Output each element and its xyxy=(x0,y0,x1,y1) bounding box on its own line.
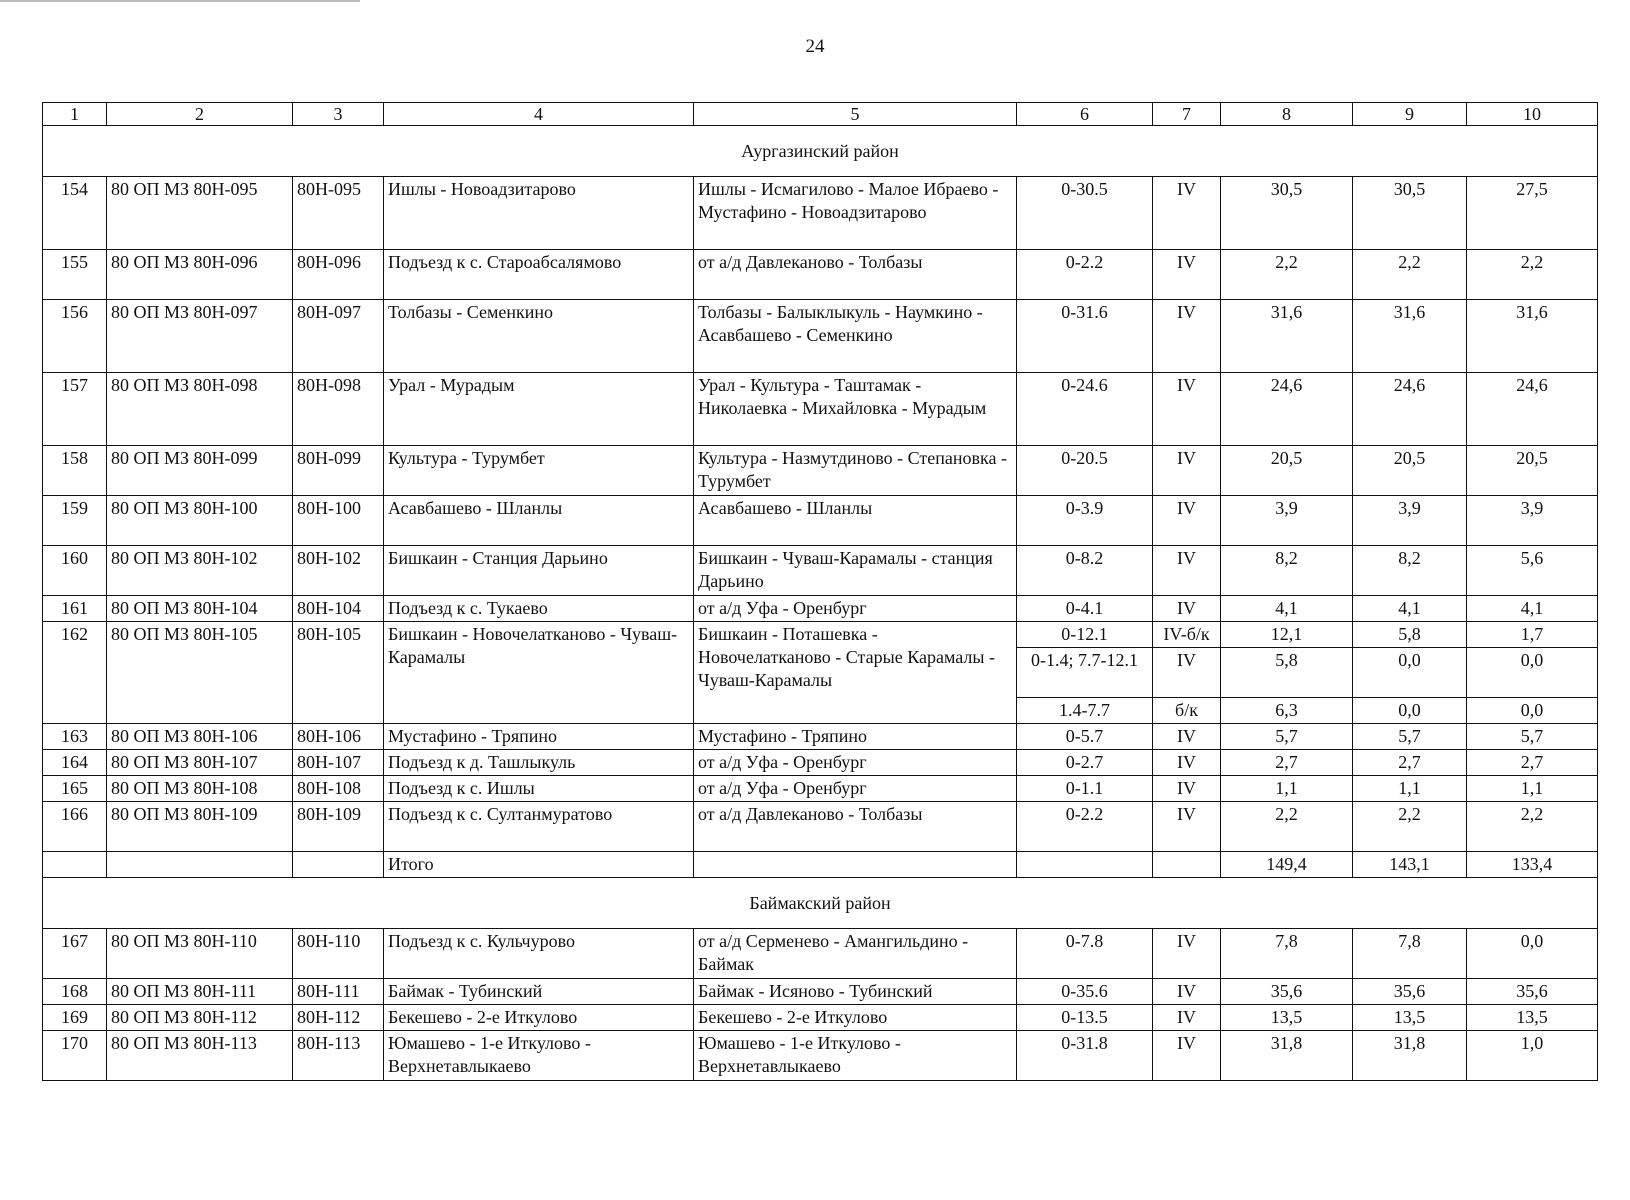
length-col-8: 1,1 xyxy=(1221,776,1353,802)
road-short-code: 80Н-097 xyxy=(293,300,384,373)
road-code: 80 ОП МЗ 80Н-097 xyxy=(107,300,293,373)
total-col-9: 143,1 xyxy=(1353,852,1467,878)
road-route: от а/д Давлеканово - Толбазы xyxy=(694,802,1017,852)
road-short-code: 80Н-095 xyxy=(293,177,384,250)
road-code: 80 ОП МЗ 80Н-107 xyxy=(107,750,293,776)
road-code: 80 ОП МЗ 80Н-096 xyxy=(107,250,293,300)
road-name: Баймак - Тубинский xyxy=(384,979,694,1005)
length-col-9: 0,0 xyxy=(1353,648,1467,698)
road-category: IV xyxy=(1153,802,1221,852)
empty-cell xyxy=(1153,852,1221,878)
length-col-8: 2,7 xyxy=(1221,750,1353,776)
road-code: 80 ОП МЗ 80Н-113 xyxy=(107,1031,293,1081)
road-km-range: 0-12.1 xyxy=(1017,622,1153,648)
column-number-row xyxy=(43,103,1598,126)
row-number: 160 xyxy=(43,546,107,596)
road-code: 80 ОП МЗ 80Н-111 xyxy=(107,979,293,1005)
length-col-10: 1,0 xyxy=(1467,1031,1598,1081)
length-col-9: 4,1 xyxy=(1353,596,1467,622)
length-col-10: 24,6 xyxy=(1467,373,1598,446)
road-name: Бишкаин - Станция Дарьино xyxy=(384,546,694,596)
road-code: 80 ОП МЗ 80Н-098 xyxy=(107,373,293,446)
road-name: Подъезд к с. Тукаево xyxy=(384,596,694,622)
length-col-10: 1,7 xyxy=(1467,622,1598,648)
road-route: Культура - Назмутдиново - Степановка - Турумбет xyxy=(694,446,1017,496)
row-number: 158 xyxy=(43,446,107,496)
table-row xyxy=(43,177,1598,250)
length-col-8: 31,6 xyxy=(1221,300,1353,373)
road-code: 80 ОП МЗ 80Н-102 xyxy=(107,546,293,596)
road-name: Подъезд к с. Ишлы xyxy=(384,776,694,802)
length-col-10: 20,5 xyxy=(1467,446,1598,496)
table-row xyxy=(43,373,1598,446)
row-number: 169 xyxy=(43,1005,107,1031)
empty-cell xyxy=(1017,852,1153,878)
road-category: б/к xyxy=(1153,698,1221,724)
table-row xyxy=(43,750,1598,776)
row-number: 168 xyxy=(43,979,107,1005)
road-route: Бекешево - 2-е Иткулово xyxy=(694,1005,1017,1031)
length-col-8: 7,8 xyxy=(1221,929,1353,979)
length-col-10: 5,6 xyxy=(1467,546,1598,596)
road-code: 80 ОП МЗ 80Н-100 xyxy=(107,496,293,546)
length-col-10: 4,1 xyxy=(1467,596,1598,622)
road-km-range: 0-2.2 xyxy=(1017,250,1153,300)
table-row xyxy=(43,1005,1598,1031)
road-route: от а/д Уфа - Оренбург xyxy=(694,776,1017,802)
row-number: 155 xyxy=(43,250,107,300)
road-km-range: 0-4.1 xyxy=(1017,596,1153,622)
road-category: IV xyxy=(1153,776,1221,802)
length-col-10: 2,7 xyxy=(1467,750,1598,776)
road-km-range: 0-35.6 xyxy=(1017,979,1153,1005)
road-category: IV xyxy=(1153,1031,1221,1081)
road-km-range: 0-1.1 xyxy=(1017,776,1153,802)
length-col-10: 2,2 xyxy=(1467,802,1598,852)
road-km-range: 0-30.5 xyxy=(1017,177,1153,250)
road-name: Подъезд к с. Султанмуратово xyxy=(384,802,694,852)
road-short-code: 80Н-113 xyxy=(293,1031,384,1081)
length-col-9: 8,2 xyxy=(1353,546,1467,596)
road-code: 80 ОП МЗ 80Н-095 xyxy=(107,177,293,250)
road-category: IV xyxy=(1153,546,1221,596)
road-km-range: 0-24.6 xyxy=(1017,373,1153,446)
road-route: Асавбашево - Шланлы xyxy=(694,496,1017,546)
length-col-8: 6,3 xyxy=(1221,698,1353,724)
road-name: Бишкаин - Новочелатканово - Чуваш-Карамалы xyxy=(384,622,694,724)
length-col-9: 1,1 xyxy=(1353,776,1467,802)
road-km-range: 0-7.8 xyxy=(1017,929,1153,979)
col-number-1: 1 xyxy=(43,103,107,126)
length-col-8: 3,9 xyxy=(1221,496,1353,546)
length-col-8: 24,6 xyxy=(1221,373,1353,446)
length-col-10: 31,6 xyxy=(1467,300,1598,373)
road-short-code: 80Н-096 xyxy=(293,250,384,300)
length-col-8: 13,5 xyxy=(1221,1005,1353,1031)
road-name: Подъезд к д. Ташлыкуль xyxy=(384,750,694,776)
road-code: 80 ОП МЗ 80Н-110 xyxy=(107,929,293,979)
roads-table xyxy=(42,102,1598,1081)
road-route: Бишкаин - Чуваш-Карамалы - станция Дарьино xyxy=(694,546,1017,596)
district-row xyxy=(43,126,1598,177)
road-code: 80 ОП МЗ 80Н-112 xyxy=(107,1005,293,1031)
col-number-10: 10 xyxy=(1467,103,1598,126)
table-row xyxy=(43,979,1598,1005)
empty-cell xyxy=(694,852,1017,878)
length-col-8: 2,2 xyxy=(1221,802,1353,852)
road-name: Подъезд к с. Кульчурово xyxy=(384,929,694,979)
road-km-range: 1.4-7.7 xyxy=(1017,698,1153,724)
roads-table-wrapper xyxy=(42,102,1597,1081)
table-row xyxy=(43,250,1598,300)
road-name: Мустафино - Тряпино xyxy=(384,724,694,750)
road-category: IV xyxy=(1153,648,1221,698)
table-row xyxy=(43,546,1598,596)
length-col-9: 31,6 xyxy=(1353,300,1467,373)
length-col-9: 2,2 xyxy=(1353,250,1467,300)
road-short-code: 80Н-100 xyxy=(293,496,384,546)
length-col-10: 2,2 xyxy=(1467,250,1598,300)
road-category: IV xyxy=(1153,750,1221,776)
road-code: 80 ОП МЗ 80Н-109 xyxy=(107,802,293,852)
length-col-8: 12,1 xyxy=(1221,622,1353,648)
road-category: IV-б/к xyxy=(1153,622,1221,648)
row-number: 163 xyxy=(43,724,107,750)
road-route: Мустафино - Тряпино xyxy=(694,724,1017,750)
length-col-9: 0,0 xyxy=(1353,698,1467,724)
table-row xyxy=(43,300,1598,373)
district-title: Аургазинский район xyxy=(43,126,1598,177)
table-row xyxy=(43,1031,1598,1081)
length-col-9: 24,6 xyxy=(1353,373,1467,446)
col-number-8: 8 xyxy=(1221,103,1353,126)
scan-top-edge xyxy=(0,0,360,2)
length-col-10: 0,0 xyxy=(1467,648,1598,698)
road-short-code: 80Н-102 xyxy=(293,546,384,596)
road-km-range: 0-2.7 xyxy=(1017,750,1153,776)
empty-cell xyxy=(43,852,107,878)
road-short-code: 80Н-106 xyxy=(293,724,384,750)
road-km-range: 0-8.2 xyxy=(1017,546,1153,596)
road-name: Культура - Турумбет xyxy=(384,446,694,496)
table-row xyxy=(43,724,1598,750)
road-category: IV xyxy=(1153,177,1221,250)
col-number-3: 3 xyxy=(293,103,384,126)
road-code: 80 ОП МЗ 80Н-105 xyxy=(107,622,293,724)
road-short-code: 80Н-105 xyxy=(293,622,384,724)
road-route: Урал - Культура - Таштамак - Николаевка - Михайловка - Мурадым xyxy=(694,373,1017,446)
road-short-code: 80Н-098 xyxy=(293,373,384,446)
road-category: IV xyxy=(1153,373,1221,446)
road-short-code: 80Н-107 xyxy=(293,750,384,776)
length-col-10: 0,0 xyxy=(1467,698,1598,724)
row-number: 154 xyxy=(43,177,107,250)
road-code: 80 ОП МЗ 80Н-104 xyxy=(107,596,293,622)
table-row xyxy=(43,496,1598,546)
length-col-8: 35,6 xyxy=(1221,979,1353,1005)
road-name: Бекешево - 2-е Иткулово xyxy=(384,1005,694,1031)
row-number: 165 xyxy=(43,776,107,802)
road-name: Ишлы - Новоадзитарово xyxy=(384,177,694,250)
length-col-9: 31,8 xyxy=(1353,1031,1467,1081)
road-category: IV xyxy=(1153,300,1221,373)
road-km-range: 0-3.9 xyxy=(1017,496,1153,546)
road-route: от а/д Давлеканово - Толбазы xyxy=(694,250,1017,300)
length-col-9: 5,7 xyxy=(1353,724,1467,750)
road-km-range: 0-13.5 xyxy=(1017,1005,1153,1031)
road-km-range: 0-20.5 xyxy=(1017,446,1153,496)
road-route: Толбазы - Балыклыкуль - Наумкино - Асавбашево - Семенкино xyxy=(694,300,1017,373)
length-col-9: 7,8 xyxy=(1353,929,1467,979)
road-km-range: 0-31.6 xyxy=(1017,300,1153,373)
road-category: IV xyxy=(1153,596,1221,622)
road-category: IV xyxy=(1153,1005,1221,1031)
length-col-10: 13,5 xyxy=(1467,1005,1598,1031)
road-route: от а/д Уфа - Оренбург xyxy=(694,596,1017,622)
col-number-9: 9 xyxy=(1353,103,1467,126)
length-col-9: 20,5 xyxy=(1353,446,1467,496)
road-name: Урал - Мурадым xyxy=(384,373,694,446)
length-col-10: 27,5 xyxy=(1467,177,1598,250)
total-col-10: 133,4 xyxy=(1467,852,1598,878)
road-short-code: 80Н-108 xyxy=(293,776,384,802)
road-code: 80 ОП МЗ 80Н-106 xyxy=(107,724,293,750)
table-row xyxy=(43,446,1598,496)
table-row xyxy=(43,596,1598,622)
row-number: 161 xyxy=(43,596,107,622)
road-name: Подъезд к с. Староабсалямово xyxy=(384,250,694,300)
row-number: 162 xyxy=(43,622,107,724)
length-col-8: 31,8 xyxy=(1221,1031,1353,1081)
road-route: Баймак - Исяново - Тубинский xyxy=(694,979,1017,1005)
length-col-8: 30,5 xyxy=(1221,177,1353,250)
col-number-4: 4 xyxy=(384,103,694,126)
length-col-9: 35,6 xyxy=(1353,979,1467,1005)
length-col-10: 35,6 xyxy=(1467,979,1598,1005)
length-col-8: 20,5 xyxy=(1221,446,1353,496)
table-row xyxy=(43,802,1598,852)
road-route: от а/д Уфа - Оренбург xyxy=(694,750,1017,776)
length-col-9: 13,5 xyxy=(1353,1005,1467,1031)
row-number: 167 xyxy=(43,929,107,979)
road-route: Юмашево - 1-е Иткулово - Верхнетавлыкаево xyxy=(694,1031,1017,1081)
length-col-9: 2,2 xyxy=(1353,802,1467,852)
road-short-code: 80Н-099 xyxy=(293,446,384,496)
length-col-10: 1,1 xyxy=(1467,776,1598,802)
district-row xyxy=(43,878,1598,929)
road-name: Юмашево - 1-е Иткулово - Верхнетавлыкаево xyxy=(384,1031,694,1081)
length-col-10: 3,9 xyxy=(1467,496,1598,546)
table-row xyxy=(43,622,1598,648)
road-short-code: 80Н-110 xyxy=(293,929,384,979)
road-km-range: 0-5.7 xyxy=(1017,724,1153,750)
col-number-5: 5 xyxy=(694,103,1017,126)
row-number: 157 xyxy=(43,373,107,446)
length-col-9: 2,7 xyxy=(1353,750,1467,776)
total-col-8: 149,4 xyxy=(1221,852,1353,878)
page-number: 24 xyxy=(805,36,825,57)
road-category: IV xyxy=(1153,979,1221,1005)
road-short-code: 80Н-112 xyxy=(293,1005,384,1031)
col-number-7: 7 xyxy=(1153,103,1221,126)
road-km-range: 0-31.8 xyxy=(1017,1031,1153,1081)
col-number-6: 6 xyxy=(1017,103,1153,126)
road-route: Ишлы - Исмагилово - Малое Ибраево - Мустафино - Новоадзитарово xyxy=(694,177,1017,250)
length-col-8: 2,2 xyxy=(1221,250,1353,300)
road-short-code: 80Н-109 xyxy=(293,802,384,852)
length-col-10: 0,0 xyxy=(1467,929,1598,979)
row-number: 159 xyxy=(43,496,107,546)
road-category: IV xyxy=(1153,929,1221,979)
road-category: IV xyxy=(1153,724,1221,750)
road-name: Асавбашево - Шланлы xyxy=(384,496,694,546)
road-route: от а/д Серменево - Амангильдино - Баймак xyxy=(694,929,1017,979)
total-label: Итого xyxy=(384,852,694,878)
length-col-9: 5,8 xyxy=(1353,622,1467,648)
length-col-8: 5,8 xyxy=(1221,648,1353,698)
road-category: IV xyxy=(1153,250,1221,300)
table-row xyxy=(43,776,1598,802)
length-col-8: 4,1 xyxy=(1221,596,1353,622)
road-code: 80 ОП МЗ 80Н-108 xyxy=(107,776,293,802)
empty-cell xyxy=(107,852,293,878)
length-col-10: 5,7 xyxy=(1467,724,1598,750)
row-number: 156 xyxy=(43,300,107,373)
row-number: 166 xyxy=(43,802,107,852)
district-title: Баймакский район xyxy=(43,878,1598,929)
col-number-2: 2 xyxy=(107,103,293,126)
road-km-range: 0-2.2 xyxy=(1017,802,1153,852)
empty-cell xyxy=(293,852,384,878)
length-col-8: 8,2 xyxy=(1221,546,1353,596)
road-code: 80 ОП МЗ 80Н-099 xyxy=(107,446,293,496)
road-short-code: 80Н-104 xyxy=(293,596,384,622)
row-number: 164 xyxy=(43,750,107,776)
length-col-9: 3,9 xyxy=(1353,496,1467,546)
row-number: 170 xyxy=(43,1031,107,1081)
length-col-8: 5,7 xyxy=(1221,724,1353,750)
road-name: Толбазы - Семенкино xyxy=(384,300,694,373)
length-col-9: 30,5 xyxy=(1353,177,1467,250)
table-row xyxy=(43,929,1598,979)
road-category: IV xyxy=(1153,496,1221,546)
road-short-code: 80Н-111 xyxy=(293,979,384,1005)
road-category: IV xyxy=(1153,446,1221,496)
road-km-range: 0-1.4; 7.7-12.1 xyxy=(1017,648,1153,698)
total-row xyxy=(43,852,1598,878)
road-route: Бишкаин - Поташевка - Новочелатканово - Старые Карамалы - Чуваш-Карамалы xyxy=(694,622,1017,724)
